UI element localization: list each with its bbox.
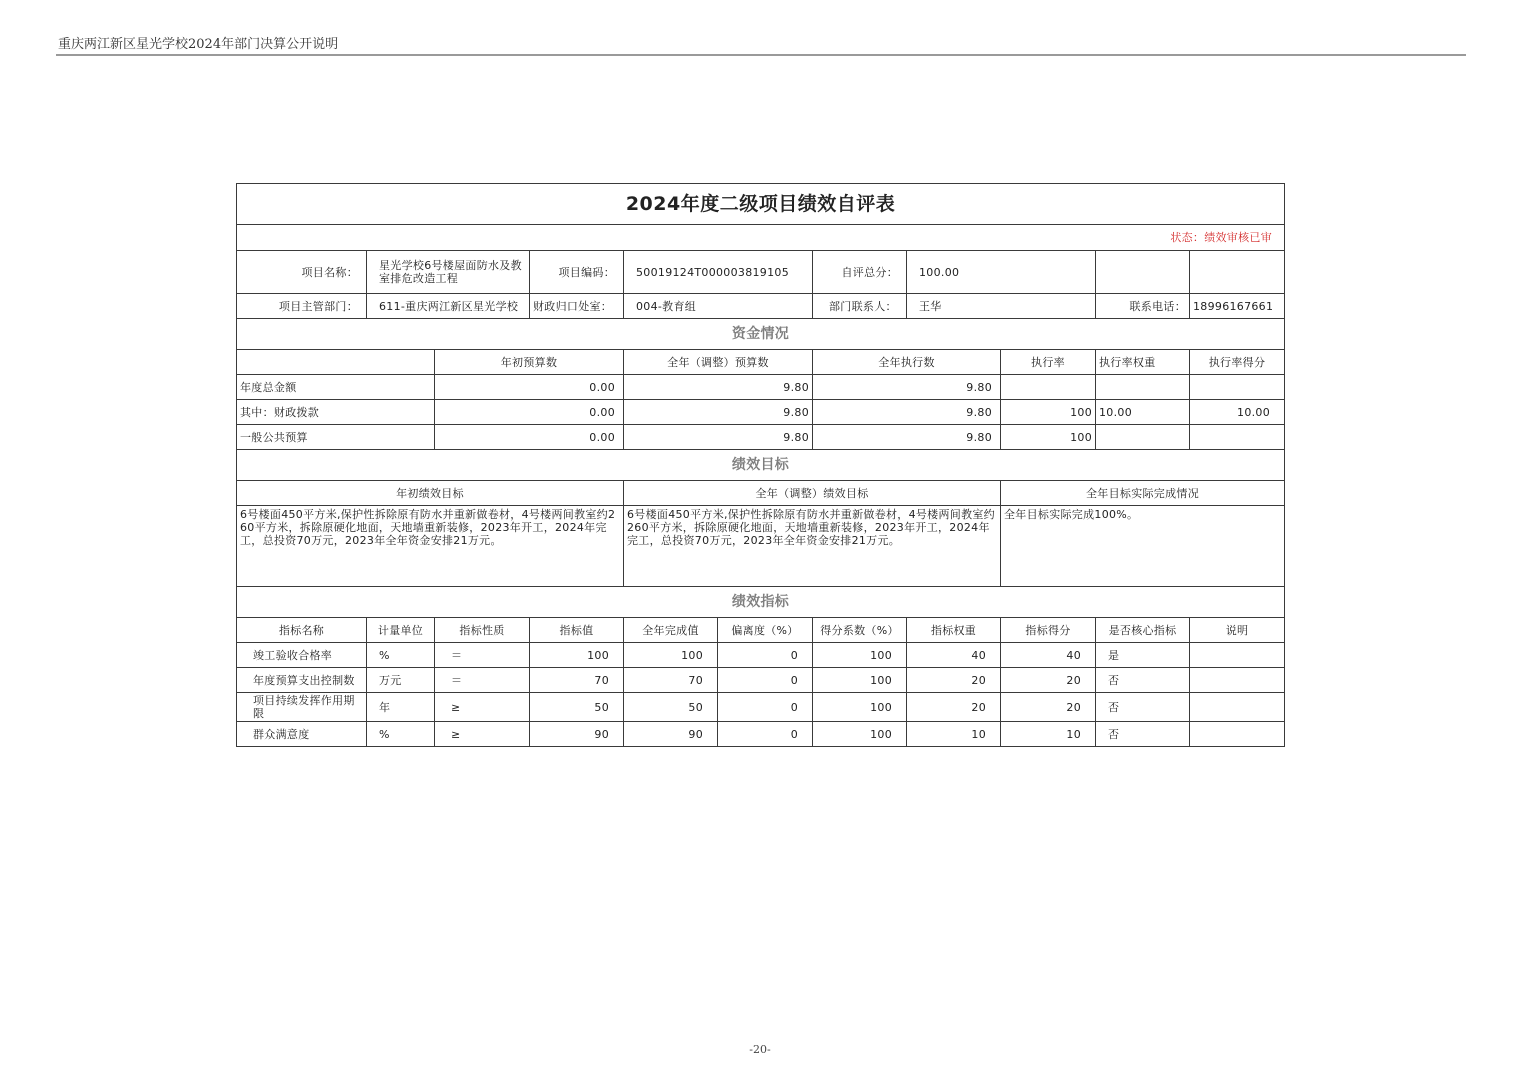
funds-header-blank xyxy=(237,350,435,375)
indicator-nature: ＝ xyxy=(435,668,530,693)
indicator-core: 否 xyxy=(1096,693,1190,722)
indicator-row xyxy=(237,722,1285,747)
indicator-core: 否 xyxy=(1096,668,1190,693)
indicator-completed: 50 xyxy=(624,693,718,722)
indicator-value: 90 xyxy=(530,722,624,747)
goals-header-adjusted: 全年（调整）绩效目标 xyxy=(624,481,1001,506)
project-name-value: 星光学校6号楼屋面防水及教室排危改造工程 xyxy=(367,251,530,294)
indicator-unit: % xyxy=(367,722,435,747)
indicators-section-title: 绩效指标 xyxy=(237,587,1285,618)
funds-row-executed: 9.80 xyxy=(813,375,1001,400)
score-value: 100.00 xyxy=(907,251,1096,294)
indicator-value: 50 xyxy=(530,693,624,722)
indicator-header-nature: 指标性质 xyxy=(435,618,530,643)
indicator-score: 40 xyxy=(1001,643,1096,668)
funds-row-weight: 10.00 xyxy=(1096,400,1190,425)
indicator-name: 年度预算支出控制数 xyxy=(237,668,367,693)
status-text: 状态：绩效审核已审 xyxy=(237,225,1285,251)
funds-row-initial: 0.00 xyxy=(435,425,624,450)
goals-actual-text: 全年目标实际完成100%。 xyxy=(1001,506,1285,587)
empty-cell xyxy=(1096,251,1190,294)
funds-row xyxy=(237,400,1285,425)
funds-row-adjusted: 9.80 xyxy=(624,400,813,425)
indicator-deviation: 0 xyxy=(718,722,813,747)
funds-row-score: 10.00 xyxy=(1190,400,1285,425)
indicator-weight: 10 xyxy=(907,722,1001,747)
indicator-coef: 100 xyxy=(813,693,907,722)
indicator-completed: 90 xyxy=(624,722,718,747)
indicator-note xyxy=(1190,693,1285,722)
score-label: 自评总分： xyxy=(813,251,907,294)
indicator-name: 竣工验收合格率 xyxy=(237,643,367,668)
project-code-value: 50019124T000003819105 xyxy=(624,251,813,294)
funds-row xyxy=(237,425,1285,450)
indicator-score: 20 xyxy=(1001,693,1096,722)
indicator-header-name: 指标名称 xyxy=(237,618,367,643)
indicator-nature: ≥ xyxy=(435,722,530,747)
page-header-text: 重庆两江新区星光学校2024年部门决算公开说明 xyxy=(58,37,339,52)
funds-header-initial: 年初预算数 xyxy=(435,350,624,375)
indicator-row xyxy=(237,643,1285,668)
funds-header-rate: 执行率 xyxy=(1001,350,1096,375)
indicator-coef: 100 xyxy=(813,643,907,668)
indicator-deviation: 0 xyxy=(718,668,813,693)
funds-row-adjusted: 9.80 xyxy=(624,425,813,450)
indicator-core: 是 xyxy=(1096,643,1190,668)
indicator-nature: ＝ xyxy=(435,643,530,668)
indicator-unit: % xyxy=(367,643,435,668)
funds-header-weight: 执行率权重 xyxy=(1096,350,1190,375)
page-number: -20- xyxy=(749,1043,771,1056)
goals-header-actual: 全年目标实际完成情况 xyxy=(1001,481,1285,506)
funds-row-adjusted: 9.80 xyxy=(624,375,813,400)
indicator-name: 项目持续发挥作用期限 xyxy=(237,693,367,722)
dept-value: 611-重庆两江新区星光学校 xyxy=(367,294,530,319)
page-header xyxy=(56,30,1466,56)
indicator-completed: 70 xyxy=(624,668,718,693)
funds-row-executed: 9.80 xyxy=(813,400,1001,425)
goals-section-title: 绩效目标 xyxy=(237,450,1285,481)
project-code-label: 项目编码： xyxy=(530,251,624,294)
funds-row-weight xyxy=(1096,375,1190,400)
funds-header-score: 执行率得分 xyxy=(1190,350,1285,375)
indicator-weight: 20 xyxy=(907,693,1001,722)
performance-evaluation-table xyxy=(236,183,1285,747)
funds-header-adjusted: 全年（调整）预算数 xyxy=(624,350,813,375)
indicator-header-unit: 计量单位 xyxy=(367,618,435,643)
indicator-row xyxy=(237,693,1285,722)
contact-value: 王华 xyxy=(907,294,1096,319)
goals-adjusted-text: 6号楼面450平方米,保护性拆除原有防水并重新做卷材，4号楼两间教室约260平方米，拆除原硬化地面，天地墙重新装修，2023年开工，2024年完工，总投资70万元，2023年全年资金安排21万元。 xyxy=(624,506,1001,587)
funds-section-title: 资金情况 xyxy=(237,319,1285,350)
indicator-completed: 100 xyxy=(624,643,718,668)
goals-header-initial: 年初绩效目标 xyxy=(237,481,624,506)
indicator-header-value: 指标值 xyxy=(530,618,624,643)
funds-row-rate xyxy=(1001,375,1096,400)
project-name-label: 项目名称： xyxy=(237,251,367,294)
indicator-note xyxy=(1190,668,1285,693)
funds-row-weight xyxy=(1096,425,1190,450)
indicator-header-core: 是否核心指标 xyxy=(1096,618,1190,643)
indicator-unit: 年 xyxy=(367,693,435,722)
funds-row-score xyxy=(1190,425,1285,450)
indicator-header-weight: 指标权重 xyxy=(907,618,1001,643)
indicator-row xyxy=(237,668,1285,693)
form-title: 2024年度二级项目绩效自评表 xyxy=(237,184,1285,225)
indicator-coef: 100 xyxy=(813,668,907,693)
indicator-header-score: 指标得分 xyxy=(1001,618,1096,643)
funds-row-initial: 0.00 xyxy=(435,400,624,425)
indicator-nature: ≥ xyxy=(435,693,530,722)
funds-row-name: 一般公共预算 xyxy=(237,425,435,450)
indicator-weight: 20 xyxy=(907,668,1001,693)
indicator-header-coef: 得分系数（%） xyxy=(813,618,907,643)
indicator-coef: 100 xyxy=(813,722,907,747)
indicator-score: 10 xyxy=(1001,722,1096,747)
indicator-header-note: 说明 xyxy=(1190,618,1285,643)
funds-row xyxy=(237,375,1285,400)
phone-value: 18996167661 xyxy=(1190,294,1285,319)
indicator-header-completed: 全年完成值 xyxy=(624,618,718,643)
dept-label: 项目主管部门： xyxy=(237,294,367,319)
indicator-core: 否 xyxy=(1096,722,1190,747)
funds-row-name: 其中：财政拨款 xyxy=(237,400,435,425)
indicator-value: 70 xyxy=(530,668,624,693)
phone-label: 联系电话： xyxy=(1096,294,1190,319)
empty-cell xyxy=(1190,251,1285,294)
indicator-name: 群众满意度 xyxy=(237,722,367,747)
indicator-unit: 万元 xyxy=(367,668,435,693)
contact-label: 部门联系人： xyxy=(813,294,907,319)
funds-row-executed: 9.80 xyxy=(813,425,1001,450)
indicator-note xyxy=(1190,722,1285,747)
indicator-deviation: 0 xyxy=(718,643,813,668)
indicator-score: 20 xyxy=(1001,668,1096,693)
funds-header-executed: 全年执行数 xyxy=(813,350,1001,375)
indicator-value: 100 xyxy=(530,643,624,668)
goals-initial-text: 6号楼面450平方米,保护性拆除原有防水并重新做卷材，4号楼两间教室约260平方米，拆除原硬化地面，天地墙重新装修，2023年开工，2024年完工，总投资70万元，2023年全年资金安排21万元。 xyxy=(237,506,624,587)
funds-row-name: 年度总金额 xyxy=(237,375,435,400)
indicator-weight: 40 xyxy=(907,643,1001,668)
indicator-note xyxy=(1190,643,1285,668)
office-value: 004-教育组 xyxy=(624,294,813,319)
indicator-header-deviation: 偏离度（%） xyxy=(718,618,813,643)
funds-row-initial: 0.00 xyxy=(435,375,624,400)
office-label: 财政归口处室： xyxy=(530,294,624,319)
funds-row-rate: 100 xyxy=(1001,400,1096,425)
funds-row-rate: 100 xyxy=(1001,425,1096,450)
indicator-deviation: 0 xyxy=(718,693,813,722)
funds-row-score xyxy=(1190,375,1285,400)
